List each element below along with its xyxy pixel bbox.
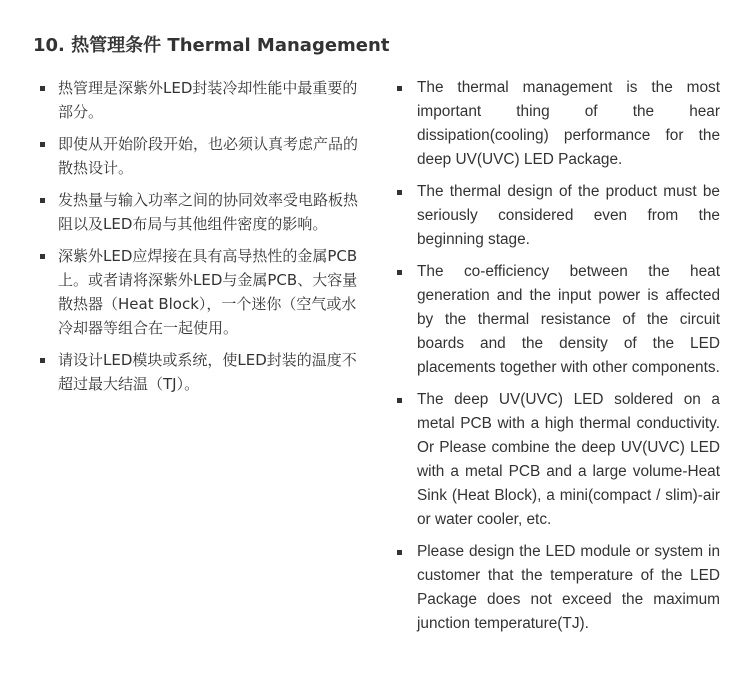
list-item [40,348,360,396]
list-item [397,76,720,172]
bullet-icon [397,190,402,195]
list-item [40,76,360,124]
section-title: 10. 热管理条件 Thermal Management [33,35,390,56]
list-item [397,260,720,380]
bullet-icon [40,198,45,203]
bullet-icon [397,398,402,403]
list-item [40,132,360,180]
list-item-text: The thermal design of the product must be seriously considered even from the beginning stage. [417,183,720,248]
list-item [397,388,720,532]
english-bullet-list [397,76,720,644]
bullet-icon [397,550,402,555]
list-item [40,244,360,340]
list-item [397,180,720,252]
list-item-text: The thermal management is the most important thing of the hear dissipation(cooling) performance for the deep UV(UVC) LED Package. [417,79,720,168]
list-item-text: 请设计LED模块或系统，使LED封装的温度不超过最大结温（TJ）。 [58,351,357,393]
list-item [397,540,720,636]
bullet-icon [40,86,45,91]
bullet-icon [40,254,45,259]
list-item-text: Please design the LED module or system in customer that the temperature of the LED Package does not exceed the maximum junction temperature(TJ). [417,543,720,632]
bullet-icon [40,358,45,363]
list-item-text: The deep UV(UVC) LED soldered on a metal PCB with a high thermal conductivity. Or Please combine the deep UV(UVC) LED with a metal PCB and a large volume-Heat Sink (Heat Block), a mini(compact / slim)-air or water cooler, etc. [417,391,720,528]
bullet-icon [397,86,402,91]
bullet-icon [397,270,402,275]
list-item-text: 热管理是深紫外LED封装冷却性能中最重要的部分。 [58,79,358,121]
list-item-text: 发热量与输入功率之间的协同效率受电路板热阻以及LED布局与其他组件密度的影响。 [58,191,359,233]
list-item-text: 深紫外LED应焊接在具有高导热性的金属PCB上。或者请将深紫外LED与金属PCB、大容量散热器（Heat Block），一个迷你（空气或水冷却器等组合在一起使用。 [58,247,358,337]
list-item-text: The co-efficiency between the heat generation and the input power is affected by the thermal resistance of the circuit boards and the density of the LED placements together with other components. [417,263,720,376]
list-item [40,188,360,236]
list-item-text: 即使从开始阶段开始，也必须认真考虑产品的散热设计。 [58,135,359,177]
bullet-icon [40,142,45,147]
chinese-bullet-list [40,76,360,404]
